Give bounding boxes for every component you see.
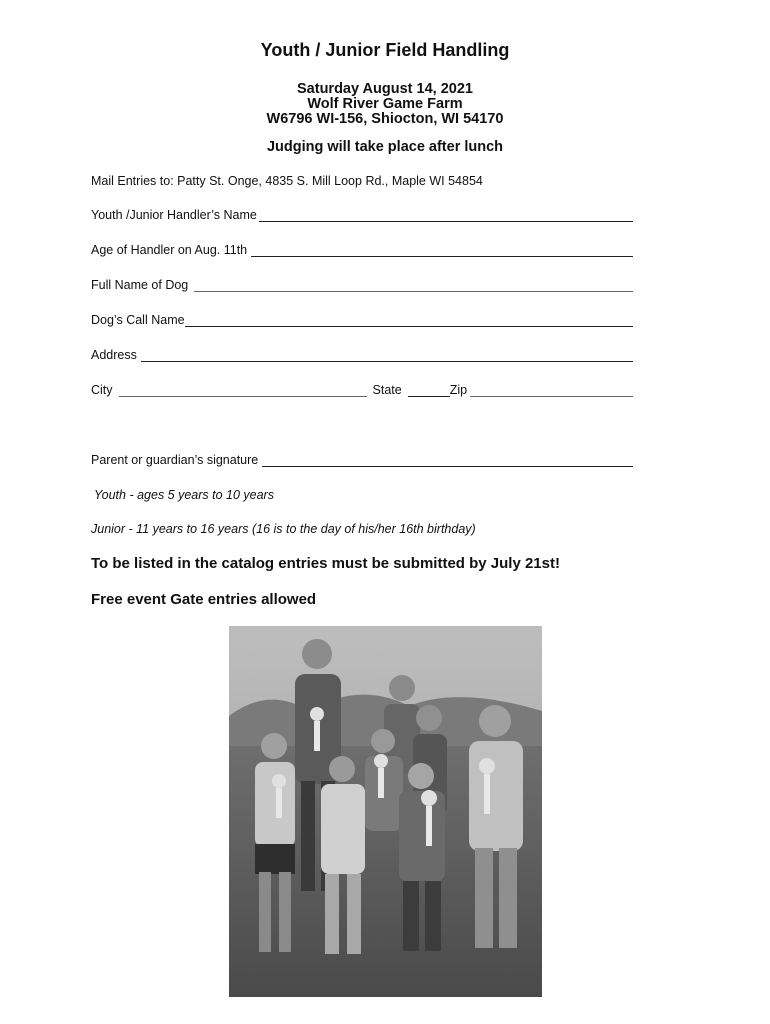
catalog-deadline: To be listed in the catalog entries must be submitted by July 21st!: [91, 555, 560, 572]
dog-full-name-blank[interactable]: [194, 279, 633, 292]
event-address: W6796 WI-156, Shiocton, WI 54170: [266, 111, 504, 127]
zip-label: Zip: [449, 383, 468, 397]
address-blank[interactable]: [141, 349, 633, 362]
junior-age-note: Junior - 11 years to 16 years (16 is to the day of his/her 16th birthday): [91, 522, 476, 536]
dog-call-name-blank[interactable]: [185, 314, 633, 327]
zip-blank[interactable]: [470, 384, 633, 397]
dog-full-name-field[interactable]: [91, 274, 633, 292]
state-label: State: [372, 383, 402, 397]
handler-name-field[interactable]: [91, 204, 633, 222]
handler-age-blank[interactable]: [251, 244, 633, 257]
group-photo: [229, 626, 542, 997]
city-label: City: [91, 383, 113, 397]
handler-name-label: Youth /Junior Handler’s Name: [91, 208, 257, 222]
handler-age-label: Age of Handler on Aug. 11th: [91, 243, 248, 257]
handler-name-blank[interactable]: [259, 209, 633, 222]
youth-age-note: Youth - ages 5 years to 10 years: [94, 488, 274, 502]
handler-age-field[interactable]: [91, 239, 633, 257]
guardian-signature-field[interactable]: [91, 449, 633, 467]
address-label: Address: [91, 348, 137, 362]
dog-full-name-label: Full Name of Dog: [91, 278, 189, 292]
dog-call-name-label: Dog’s Call Name: [91, 313, 185, 327]
event-venue: Wolf River Game Farm: [307, 96, 463, 112]
dog-call-name-field[interactable]: [91, 309, 633, 327]
group-photo-image: [229, 626, 542, 997]
gate-entries-note: Free event Gate entries allowed: [91, 591, 317, 608]
city-state-zip-field[interactable]: [91, 379, 633, 397]
address-field[interactable]: [91, 344, 633, 362]
judging-note: Judging will take place after lunch: [266, 139, 504, 155]
mail-entries-text: Mail Entries to: Patty St. Onge, 4835 S. Mill Loop Rd., Maple WI 54854: [91, 174, 483, 188]
state-blank[interactable]: [408, 384, 450, 397]
guardian-signature-blank[interactable]: [262, 454, 633, 467]
event-date: Saturday August 14, 2021: [297, 81, 473, 97]
city-blank[interactable]: [119, 384, 367, 397]
page-title: Youth / Junior Field Handling: [260, 40, 510, 60]
guardian-signature-label: Parent or guardian’s signature: [91, 453, 259, 467]
